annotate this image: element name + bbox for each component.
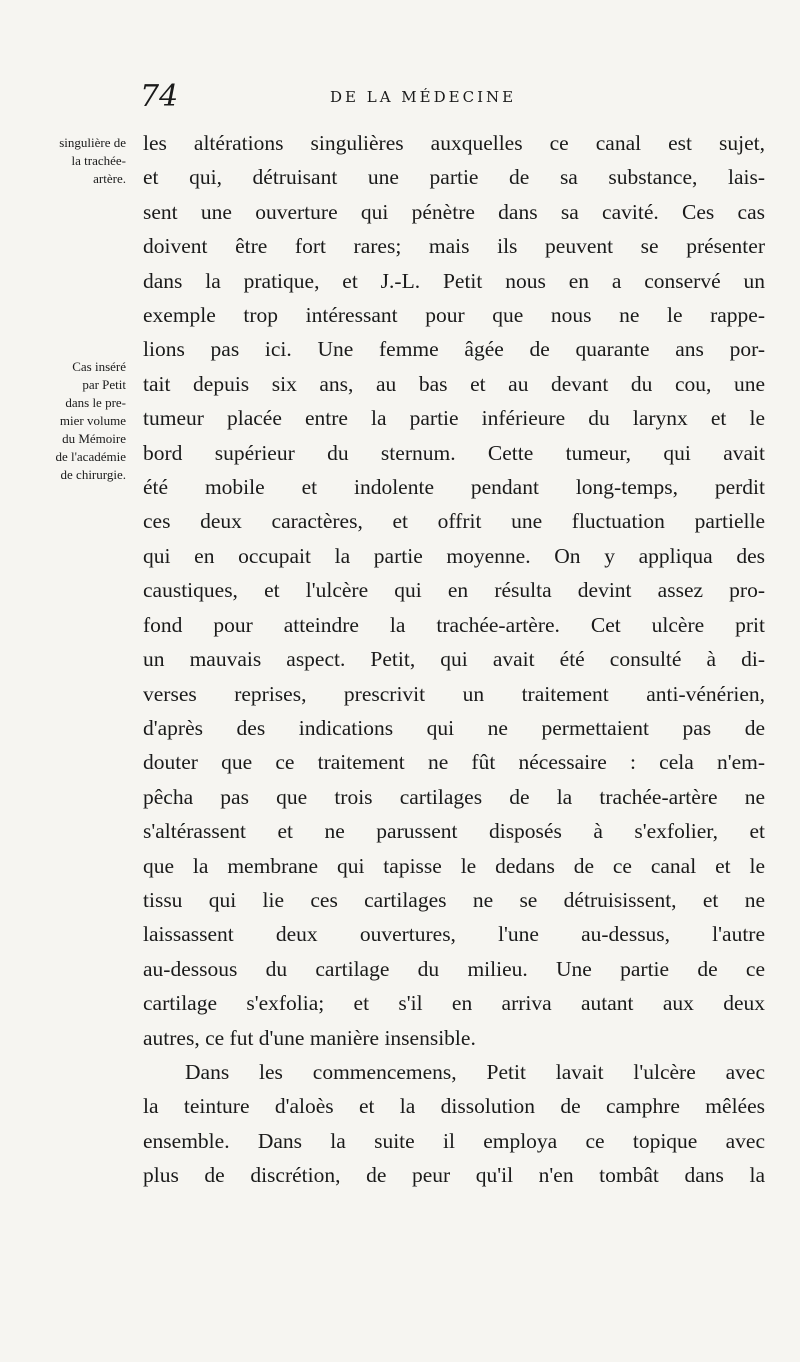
text-line: les altérations singulières auxquelles ce canal est sujet, bbox=[143, 131, 765, 155]
text-line: la teinture d'aloès et la dissolution de camphre mêlées bbox=[143, 1094, 765, 1119]
paragraph-1 bbox=[143, 126, 765, 1055]
text-line: ensemble. Dans la suite il employa ce topique avec bbox=[143, 1128, 765, 1153]
text-line: d'après des indications qui ne permettaient pas de bbox=[143, 715, 765, 740]
margin-note-line: Cas inséré bbox=[72, 359, 126, 374]
text-line: lions pas ici. Une femme âgée de quarante ans por- bbox=[143, 337, 765, 362]
margin-note-line: artère. bbox=[93, 171, 126, 186]
text-line: exemple trop intéressant pour que nous ne le rappe- bbox=[143, 303, 765, 328]
running-head: DE LA MÉDECINE bbox=[330, 88, 517, 106]
margin-note-line: mier volume bbox=[59, 413, 126, 428]
margin-note-1 bbox=[8, 134, 126, 188]
text-line: tumeur placée entre la partie inférieure du larynx et le bbox=[143, 406, 765, 431]
text-line: sent une ouverture qui pénètre dans sa cavité. Ces cas bbox=[143, 199, 765, 224]
page-number: 74 bbox=[140, 79, 179, 114]
margin-note-2 bbox=[8, 358, 126, 484]
margin-note-line: de l'académie bbox=[55, 449, 126, 464]
text-line: fond pour atteindre la trachée-artère. Cet ulcère prit bbox=[143, 612, 765, 637]
text-line: tissu qui lie ces cartilages ne se détruisissent, et ne bbox=[143, 887, 765, 912]
margin-note-line: dans le pre- bbox=[65, 395, 126, 410]
paragraph-2 bbox=[143, 1055, 765, 1193]
text-line: tait depuis six ans, au bas et au devant du cou, une bbox=[143, 371, 765, 396]
margin-note-line: la trachée- bbox=[71, 153, 126, 168]
text-line: un mauvais aspect. Petit, qui avait été consulté à di- bbox=[143, 647, 765, 672]
margin-note-line: singulière de bbox=[59, 135, 126, 150]
text-line: Dans les commencemens, Petit lavait l'ulcère avec bbox=[185, 1059, 765, 1084]
text-line: pêcha pas que trois cartilages de la trachée-artère ne bbox=[143, 784, 765, 809]
text-line: ces deux caractères, et offrit une fluctuation partielle bbox=[143, 509, 765, 534]
text-line: cartilage s'exfolia; et s'il en arriva autant aux deux bbox=[143, 991, 765, 1016]
text-line: que la membrane qui tapisse le dedans de ce canal et le bbox=[143, 853, 765, 878]
text-line: plus de discrétion, de peur qu'il n'en tombât dans la bbox=[143, 1163, 765, 1188]
text-line: bord supérieur du sternum. Cette tumeur, qui avait bbox=[143, 440, 765, 465]
margin-note-line: de chirurgie. bbox=[60, 467, 126, 482]
text-line: qui en occupait la partie moyenne. On y appliqua des bbox=[143, 543, 765, 568]
text-line: verses reprises, prescrivit un traitement anti-vénérien, bbox=[143, 681, 765, 706]
text-line: laissassent deux ouvertures, l'une au-dessus, l'autre bbox=[143, 922, 765, 947]
text-line: au-dessous du cartilage du milieu. Une partie de ce bbox=[143, 956, 765, 981]
text-line: caustiques, et l'ulcère qui en résulta devint assez pro- bbox=[143, 578, 765, 603]
text-line: s'altérassent et ne parussent disposés à s'exfolier, et bbox=[143, 819, 765, 844]
text-line: dans la pratique, et J.-L. Petit nous en a conservé un bbox=[143, 268, 765, 293]
body-text bbox=[143, 126, 765, 1193]
margin-note-line: du Mémoire bbox=[62, 431, 126, 446]
text-line: autres, ce fut d'une manière insensible. bbox=[143, 1025, 476, 1050]
text-line: douter que ce traitement ne fût nécessaire : cela n'em- bbox=[143, 750, 765, 775]
text-line: doivent être fort rares; mais ils peuvent se présenter bbox=[143, 234, 765, 259]
text-line: été mobile et indolente pendant long-temps, perdit bbox=[143, 475, 765, 500]
text-line: et qui, détruisant une partie de sa substance, lais- bbox=[143, 165, 765, 190]
margin-note-line: par Petit bbox=[82, 377, 126, 392]
